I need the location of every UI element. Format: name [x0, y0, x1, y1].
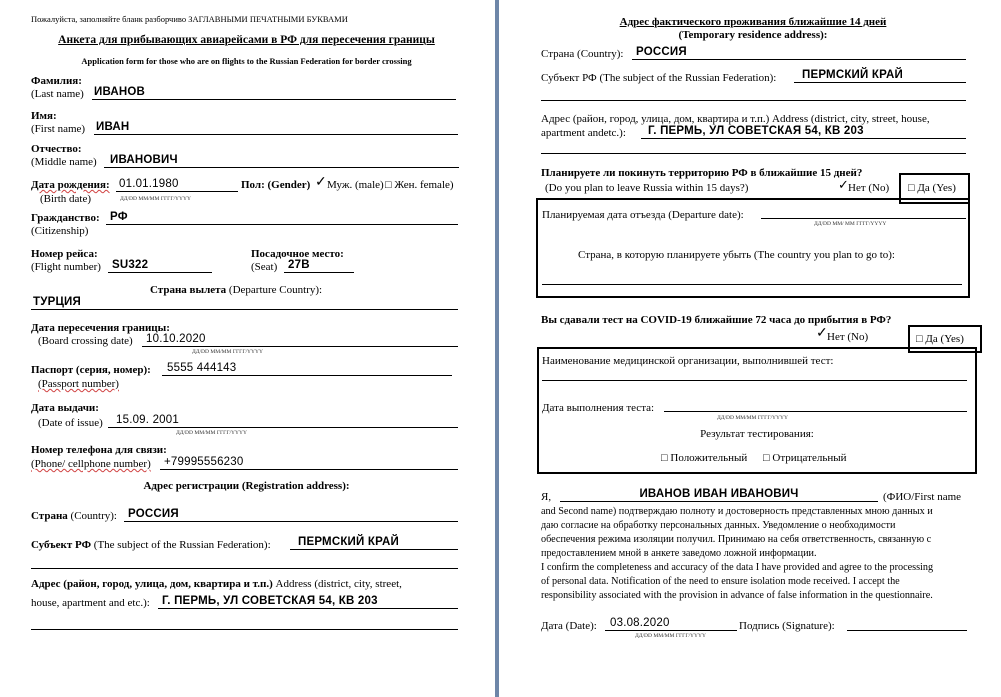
- res-address-extra-line: [541, 153, 966, 154]
- citizenship-underline: [106, 224, 458, 225]
- issue-date-underline: [108, 427, 458, 428]
- leave-question-en: (Do you plan to leave Russia within 15 days?): [545, 182, 749, 194]
- departure-country-label-en: (Departure Country):: [228, 284, 323, 296]
- middle-name-label-en: (Middle name): [31, 156, 97, 168]
- crossing-date-underline: [142, 346, 458, 347]
- form-title-ru: Анкета для прибывающих авиарейсами в РФ для пересечения границы: [58, 34, 435, 46]
- last-name-label-en: (Last name): [31, 88, 84, 100]
- first-name-label-en: (First name): [31, 123, 86, 135]
- reg-subject-underline: [290, 549, 458, 550]
- consent-fio-label: (ФИО/First name: [883, 491, 962, 503]
- consent-en-line-3: responsibility associated with the provision in advance of false information in the questionnaire.: [541, 590, 933, 601]
- res-country-underline: [632, 59, 966, 60]
- phone-label-en: (Phone/ cellphone number): [31, 458, 151, 470]
- crossing-date-field[interactable]: 10.10.2020: [146, 333, 206, 345]
- citizenship-label-en: (Citizenship): [31, 225, 89, 237]
- reg-subject-label: [31, 539, 271, 552]
- reg-subject-label-en: (The subject of the Russian Federation):: [93, 539, 271, 551]
- first-name-field[interactable]: ИВАН: [96, 121, 130, 133]
- left-page: [0, 0, 493, 697]
- consent-en-line-2: of personal data. Notification of the need to ensure isolation mode received. I accept the: [541, 576, 900, 587]
- reg-country-field[interactable]: РОССИЯ: [128, 508, 179, 520]
- departure-country-label: [150, 284, 322, 297]
- seat-label-en: (Seat): [251, 261, 278, 273]
- seat-field[interactable]: 27В: [288, 259, 310, 271]
- test-result-label: Результат тестирования:: [700, 428, 814, 440]
- med-org-label: Наименование медицинской организации, выполнившей тест:: [542, 355, 834, 367]
- issue-date-label-ru: Дата выдачи:: [31, 402, 99, 414]
- citizenship-label-ru: Гражданство:: [31, 212, 100, 224]
- last-name-field[interactable]: ИВАНОВ: [94, 86, 146, 98]
- res-country-field[interactable]: РОССИЯ: [636, 46, 687, 58]
- reg-subject-field[interactable]: ПЕРМСКИЙ КРАЙ: [298, 536, 399, 548]
- departure-details-box: [536, 198, 970, 298]
- citizenship-field[interactable]: РФ: [110, 211, 128, 223]
- page-gutter: [493, 0, 505, 697]
- reg-address-extra-line: [31, 629, 458, 630]
- reg-address-label-en2: house, apartment and etc.):: [31, 597, 150, 609]
- seat-underline: [284, 272, 354, 273]
- test-date-underline: [664, 411, 967, 412]
- residence-header-en: (Temporary residence address):: [678, 29, 828, 41]
- crossing-date-label-ru: Дата пересечения границы:: [31, 322, 170, 334]
- residence-header-ru: Адрес фактического проживания ближайшие 14 дней: [619, 16, 887, 28]
- flight-label-ru: Номер рейса:: [31, 248, 98, 260]
- destination-underline: [542, 284, 962, 285]
- consent-ru-line-4: предоставлением мной в анкете заведомо ложной информации.: [541, 548, 817, 559]
- covid-no-option[interactable]: Нет (No): [827, 331, 869, 343]
- leave-no-check-icon[interactable]: ✓: [838, 177, 849, 192]
- birth-date-field[interactable]: 01.01.1980: [119, 178, 179, 190]
- test-date-format-hint: ДД/DD ММ/ММ ГГГГ/YYYY: [717, 415, 788, 421]
- middle-name-field[interactable]: ИВАНОВИЧ: [110, 154, 178, 166]
- reg-country-label-en: (Country):: [70, 510, 117, 522]
- passport-label-en: (Passport number): [38, 378, 119, 390]
- issue-date-field[interactable]: 15.09. 2001: [116, 414, 179, 426]
- covid-question-ru: Вы сдавали тест на COVID-19 ближайшие 72 часа до прибытия в РФ?: [541, 314, 892, 326]
- passport-field[interactable]: 5555 444143: [167, 362, 237, 374]
- res-subject-label: Субъект РФ (The subject of the Russian Federation):: [541, 72, 777, 84]
- res-country-label: Страна (Country):: [541, 48, 624, 60]
- med-org-underline: [542, 380, 967, 381]
- first-name-underline: [94, 134, 458, 135]
- covid-yes-option[interactable]: □ Да (Yes): [916, 333, 964, 345]
- consent-en-line-1: I confirm the completeness and accuracy of the data I have provided and agree to the processing: [541, 562, 934, 573]
- birth-date-format-hint: ДД/DD ММ/ММ ГГГГ/YYYY: [120, 196, 191, 202]
- leave-no-option[interactable]: Нет (No): [848, 182, 890, 194]
- consent-ru-line-2: даю согласие на обработку персональных данных. Уведомление о необходимости: [541, 520, 896, 531]
- crossing-date-format-hint: ДД/DD ММ/ММ ГГГГ/YYYY: [192, 349, 263, 355]
- flight-underline: [108, 272, 212, 273]
- departure-country-underline: [31, 309, 458, 310]
- covid-no-check-icon[interactable]: ✓: [816, 326, 828, 341]
- passport-label-ru: Паспорт (серия, номер):: [31, 364, 151, 376]
- consent-ru-line-1: and Second name) подтверждаю полноту и достоверность представленных мною данных и: [541, 506, 933, 517]
- last-name-underline: [92, 99, 456, 100]
- res-address-underline: [641, 138, 966, 139]
- issue-date-label-en: (Date of issue): [38, 417, 103, 429]
- destination-label: Страна, в которую планируете убыть (The country you plan to go to):: [578, 249, 895, 261]
- last-name-label-ru: Фамилия:: [31, 75, 82, 87]
- reg-country-label: [31, 510, 117, 523]
- res-subject-extra-line: [541, 100, 966, 101]
- test-date-label: Дата выполнения теста:: [542, 402, 655, 414]
- birth-date-label-ru: Дата рождения:: [31, 179, 110, 191]
- phone-underline: [160, 469, 458, 470]
- registration-address-header: Адрес регистрации (Registration address):: [143, 480, 350, 492]
- signature-field[interactable]: [847, 630, 967, 631]
- departure-date-underline: [761, 218, 966, 219]
- reg-address-field[interactable]: Г. ПЕРМЬ, УЛ СОВЕТСКАЯ 54, КВ 203: [162, 595, 378, 607]
- middle-name-label-ru: Отчество:: [31, 143, 82, 155]
- seat-label-ru: Посадочное место:: [251, 248, 344, 260]
- first-name-label-ru: Имя:: [31, 110, 57, 122]
- consent-ru-line-3: обеспечения режима изоляции получил. Принимаю на себя ответственность, связанную с: [541, 534, 932, 545]
- res-address-field[interactable]: Г. ПЕРМЬ, УЛ СОВЕТСКАЯ 54, КВ 203: [648, 125, 864, 137]
- reg-address-underline: [158, 608, 458, 609]
- phone-label-ru: Номер телефона для связи:: [31, 444, 167, 456]
- passport-underline: [162, 375, 452, 376]
- res-address-label-line2: apartment andetc.):: [541, 127, 626, 139]
- consent-name-field[interactable]: ИВАНОВ ИВАН ИВАНОВИЧ: [639, 488, 799, 500]
- flight-label-en: (Flight number): [31, 261, 101, 273]
- crossing-date-label-en: (Board crossing date): [38, 335, 133, 347]
- male-check-icon[interactable]: ✓: [315, 175, 327, 190]
- departure-date-label: Планируемая дата отъезда (Departure date):: [542, 209, 744, 221]
- instruction-text: Пожалуйста, заполняйте бланк разборчиво ЗАГЛАВНЫМИ ПЕЧАТНЫМИ БУКВАМИ: [31, 14, 348, 24]
- reg-country-label-ru: Страна: [31, 510, 68, 522]
- reg-address-label-line1: [31, 578, 402, 591]
- res-address-label-line1: Адрес (район, город, улица, дом, квартира и т.п.) Address (district, city, street, house,: [541, 113, 930, 125]
- birth-date-underline: [116, 191, 238, 192]
- leave-question-ru: Планируете ли покинуть территорию РФ в ближайшие 15 дней?: [541, 167, 863, 179]
- gender-label: Пол: (Gender): [241, 179, 311, 191]
- middle-name-underline: [104, 167, 459, 168]
- reg-address-label-en1: Address (district, city, street,: [275, 578, 402, 590]
- date-field[interactable]: 03.08.2020: [610, 617, 670, 629]
- test-result-positive-option[interactable]: □ Положительный: [661, 452, 748, 464]
- date-label: Дата (Date):: [541, 620, 597, 632]
- right-page: [505, 0, 1001, 697]
- res-subject-field[interactable]: ПЕРМСКИЙ КРАЙ: [802, 69, 903, 81]
- signature-label: Подпись (Signature):: [739, 620, 835, 632]
- consent-name-underline: [560, 501, 878, 502]
- res-subject-underline: [794, 82, 966, 83]
- leave-yes-option[interactable]: □ Да (Yes): [908, 182, 956, 194]
- reg-address-label-ru: Адрес (район, город, улица, дом, квартира и т.п.): [31, 578, 273, 590]
- form-title-en: Application form for those who are on flights to the Russian Federation for border crossing: [81, 56, 412, 66]
- reg-subject-label-ru: Субъект РФ: [31, 539, 92, 551]
- flight-field[interactable]: SU322: [112, 259, 149, 271]
- issue-date-format-hint: ДД/DD ММ/ММ ГГГГ/YYYY: [176, 430, 247, 436]
- reg-country-underline: [124, 521, 458, 522]
- gender-female-option[interactable]: □ Жен. female): [385, 179, 454, 191]
- departure-country-label-ru: Страна вылета: [150, 284, 227, 296]
- test-result-negative-option[interactable]: □ Отрицательный: [763, 452, 847, 464]
- departure-date-format-hint: ДД/DD ММ/ ММ ГГГГ/YYYY: [814, 221, 887, 227]
- date-underline: [605, 630, 737, 631]
- departure-country-field[interactable]: ТУРЦИЯ: [33, 296, 81, 308]
- date-format-hint: ДД/DD ММ/ММ ГГГГ/YYYY: [635, 633, 706, 639]
- consent-i-label: Я,: [541, 491, 552, 503]
- gender-male-option[interactable]: Муж. (male): [327, 179, 384, 191]
- test-details-box: [537, 347, 977, 474]
- page-divider: [495, 0, 499, 697]
- birth-date-label-en: (Birth date): [40, 193, 92, 205]
- reg-subject-extra-line: [31, 568, 458, 569]
- phone-field[interactable]: +79995556230: [164, 456, 244, 468]
